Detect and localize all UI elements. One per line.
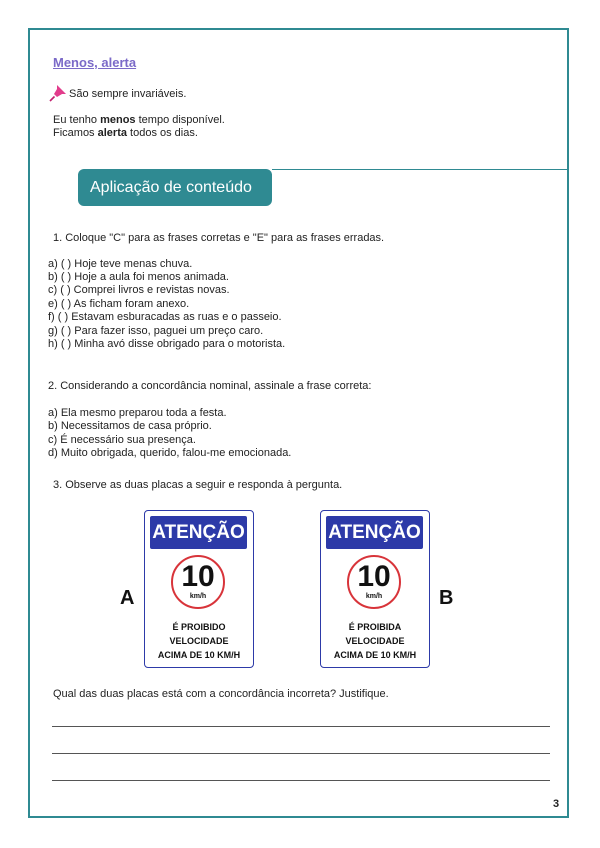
speed-unit: km/h [189, 593, 207, 600]
example-line-1: Eu tenho menos tempo disponível. [53, 114, 225, 126]
sign-line: ACIMA DE 10 KM/H [157, 650, 241, 660]
sign-header: ATENÇÃO [150, 516, 247, 549]
speed-unit: km/h [365, 593, 383, 600]
answer-line[interactable] [52, 726, 550, 727]
speed-limit-circle [347, 555, 401, 609]
sign-line: É PROIBIDA [348, 622, 402, 632]
sign-b-letter: B [439, 587, 454, 609]
option-item: b) Necessitamos de casa próprio. [48, 420, 212, 432]
rule-text: São sempre invariáveis. [69, 88, 187, 100]
question-1-prompt: 1. Coloque "C" para as frases corretas e "E" para as frases erradas. [53, 232, 385, 244]
option-item: d) Muito obrigada, querido, falou-me emocionada. [48, 447, 292, 459]
list-item: a) ( ) Hoje teve menas chuva. [48, 258, 193, 270]
sign-line: VELOCIDADE [169, 636, 229, 646]
sign-line: VELOCIDADE [345, 636, 405, 646]
answer-line[interactable] [52, 753, 550, 754]
option-item: c) É necessário sua presença. [48, 434, 196, 446]
example-line-2: Ficamos alerta todos os dias. [53, 127, 198, 139]
section-heading: Menos, alerta [53, 55, 137, 70]
speed-sign-b [320, 510, 430, 668]
section-banner: Aplicação de conteúdo [78, 169, 272, 206]
sign-line: É PROIBIDO [172, 622, 226, 632]
option-item: a) Ela mesmo preparou toda a festa. [48, 407, 227, 419]
list-item: e) ( ) As ficham foram anexo. [48, 298, 190, 310]
speed-value: 10 [357, 560, 391, 593]
list-item: f) ( ) Estavam esburacadas as ruas e o passeio. [48, 311, 282, 323]
question-3-text: Qual das duas placas está com a concordância incorreta? Justifique. [53, 688, 389, 700]
list-item: g) ( ) Para fazer isso, paguei um preço caro. [48, 325, 264, 337]
speed-limit-circle [171, 555, 225, 609]
section-divider [272, 169, 569, 170]
list-item: h) ( ) Minha avó disse obrigado para o motorista. [48, 338, 286, 350]
sign-line: ACIMA DE 10 KM/H [333, 650, 417, 660]
question-3-prompt: 3. Observe as duas placas a seguir e responda à pergunta. [53, 479, 343, 491]
sign-header: ATENÇÃO [326, 516, 423, 549]
speed-sign-a [144, 510, 254, 668]
page-number: 3 [553, 798, 560, 810]
sign-a-letter: A [120, 587, 135, 609]
speed-value: 10 [181, 560, 215, 593]
answer-line[interactable] [52, 780, 550, 781]
list-item: c) ( ) Comprei livros e revistas novas. [48, 284, 230, 296]
list-item: b) ( ) Hoje a aula foi menos animada. [48, 271, 229, 283]
question-2-prompt: 2. Considerando a concordância nominal, assinale a frase correta: [48, 380, 372, 392]
pushpin-icon [49, 84, 67, 102]
